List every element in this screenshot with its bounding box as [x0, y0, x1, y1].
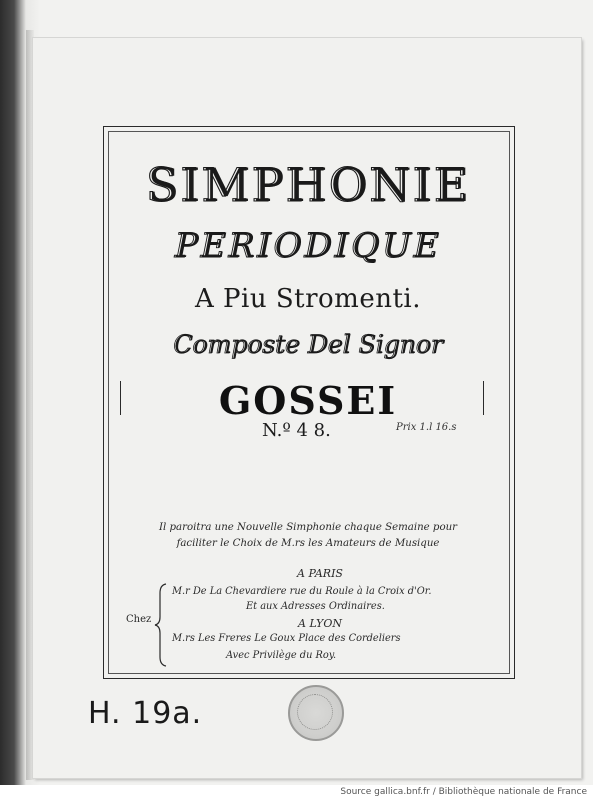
- chez-label: Chez: [126, 614, 152, 625]
- stamp-ring: [297, 694, 333, 730]
- subtitle: PERIODIQUE: [174, 226, 442, 266]
- price-label: Prix 1.l 16.s: [396, 422, 457, 433]
- notice-line-2: faciliter le Choix de M.rs les Amateurs de Musique: [176, 538, 440, 549]
- city-paris: A PARIS: [297, 567, 343, 580]
- shelfmark: H. 19a.: [88, 696, 203, 731]
- instrumentation-line: A Piu Stromenti.: [194, 284, 422, 314]
- address-line-3: M.rs Les Freres Le Goux Place des Cordeliers: [172, 633, 401, 644]
- title: SIMPHONIE: [145, 158, 471, 212]
- address-line-2: Et aux Adresses Ordinaires.: [246, 601, 385, 612]
- composed-by-line: Composte Del Signor: [173, 330, 443, 359]
- source-credit: Source gallica.bnf.fr / Bibliothèque nationale de France: [0, 785, 593, 800]
- opus-number: N.º 4 8.: [262, 420, 331, 441]
- address-line-4: Avec Privilège du Roy.: [226, 650, 337, 661]
- notice-line-1: Il paroitra une Nouvelle Simphonie chaque Semaine pour: [158, 522, 458, 533]
- library-stamp-icon: [288, 685, 344, 741]
- address-line-1: M.r De La Chevardiere rue du Roule à la Croix d'Or.: [172, 586, 432, 597]
- composer-name: GOSSEI: [218, 378, 398, 423]
- city-lyon: A LYON: [298, 617, 342, 630]
- curly-brace-icon: [154, 583, 168, 667]
